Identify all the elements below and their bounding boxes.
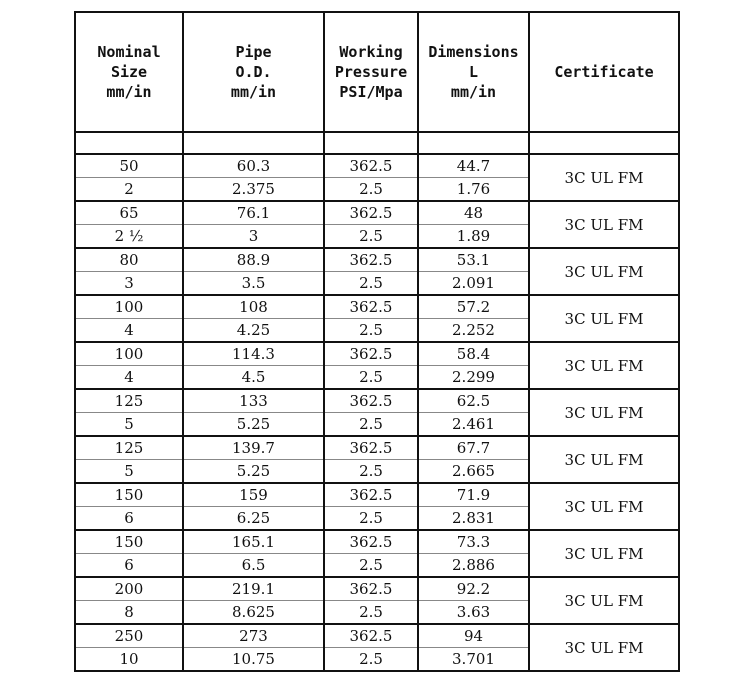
table-row bbox=[75, 624, 679, 648]
certificate-cell: 3C UL FM bbox=[529, 295, 679, 342]
certificate-cell: 3C UL FM bbox=[529, 342, 679, 389]
dimension-l-metric-cell: 53.1 bbox=[418, 248, 529, 272]
table-row bbox=[75, 436, 679, 460]
nominal-size-metric-cell: 125 bbox=[75, 436, 183, 460]
nominal-size-metric-cell: 150 bbox=[75, 483, 183, 507]
nominal-size-metric-cell: 200 bbox=[75, 577, 183, 601]
pipe-od-imperial-cell: 8.625 bbox=[183, 601, 324, 625]
working-pressure-metric-cell: 362.5 bbox=[324, 295, 418, 319]
nominal-size-imperial-cell: 3 bbox=[75, 272, 183, 296]
nominal-size-imperial-cell: 6 bbox=[75, 507, 183, 531]
dimension-l-metric-cell: 67.7 bbox=[418, 436, 529, 460]
header-nominal-size: Nominal Size mm/in bbox=[75, 12, 183, 132]
dimension-l-imperial-cell: 2.299 bbox=[418, 366, 529, 390]
certificate-cell: 3C UL FM bbox=[529, 201, 679, 248]
certificate-cell: 3C UL FM bbox=[529, 483, 679, 530]
certificate-cell: 3C UL FM bbox=[529, 577, 679, 624]
working-pressure-metric-cell: 362.5 bbox=[324, 624, 418, 648]
certificate-cell: 3C UL FM bbox=[529, 436, 679, 483]
pipe-od-imperial-cell: 6.5 bbox=[183, 554, 324, 578]
working-pressure-imperial-cell: 2.5 bbox=[324, 413, 418, 437]
header-working-pressure: Working Pressure PSI/Mpa bbox=[324, 12, 418, 132]
working-pressure-imperial-cell: 2.5 bbox=[324, 554, 418, 578]
table-row bbox=[75, 342, 679, 366]
dimension-l-metric-cell: 58.4 bbox=[418, 342, 529, 366]
working-pressure-metric-cell: 362.5 bbox=[324, 248, 418, 272]
nominal-size-imperial-cell: 2 bbox=[75, 178, 183, 202]
dimension-l-metric-cell: 57.2 bbox=[418, 295, 529, 319]
working-pressure-metric-cell: 362.5 bbox=[324, 389, 418, 413]
nominal-size-metric-cell: 100 bbox=[75, 295, 183, 319]
dimension-l-imperial-cell: 2.665 bbox=[418, 460, 529, 484]
nominal-size-imperial-cell: 4 bbox=[75, 319, 183, 343]
working-pressure-imperial-cell: 2.5 bbox=[324, 319, 418, 343]
header-row bbox=[75, 12, 679, 132]
nominal-size-imperial-cell: 2 ½ bbox=[75, 225, 183, 249]
pipe-od-metric-cell: 114.3 bbox=[183, 342, 324, 366]
pipe-od-metric-cell: 165.1 bbox=[183, 530, 324, 554]
table-row bbox=[75, 201, 679, 225]
nominal-size-imperial-cell: 5 bbox=[75, 460, 183, 484]
table-row bbox=[75, 154, 679, 178]
pipe-specification-table bbox=[74, 11, 680, 672]
nominal-size-metric-cell: 125 bbox=[75, 389, 183, 413]
dimension-l-metric-cell: 73.3 bbox=[418, 530, 529, 554]
nominal-size-imperial-cell: 8 bbox=[75, 601, 183, 625]
certificate-cell: 3C UL FM bbox=[529, 624, 679, 671]
working-pressure-imperial-cell: 2.5 bbox=[324, 178, 418, 202]
nominal-size-imperial-cell: 5 bbox=[75, 413, 183, 437]
working-pressure-metric-cell: 362.5 bbox=[324, 342, 418, 366]
certificate-cell: 3C UL FM bbox=[529, 248, 679, 295]
nominal-size-metric-cell: 50 bbox=[75, 154, 183, 178]
working-pressure-imperial-cell: 2.5 bbox=[324, 225, 418, 249]
pipe-od-metric-cell: 133 bbox=[183, 389, 324, 413]
spacer-row bbox=[75, 132, 679, 154]
nominal-size-imperial-cell: 4 bbox=[75, 366, 183, 390]
table-row bbox=[75, 295, 679, 319]
dimension-l-imperial-cell: 2.831 bbox=[418, 507, 529, 531]
pipe-od-metric-cell: 108 bbox=[183, 295, 324, 319]
pipe-od-imperial-cell: 3.5 bbox=[183, 272, 324, 296]
dimension-l-imperial-cell: 2.461 bbox=[418, 413, 529, 437]
working-pressure-imperial-cell: 2.5 bbox=[324, 601, 418, 625]
working-pressure-imperial-cell: 2.5 bbox=[324, 366, 418, 390]
pipe-od-metric-cell: 159 bbox=[183, 483, 324, 507]
dimension-l-imperial-cell: 3.701 bbox=[418, 648, 529, 672]
dimension-l-metric-cell: 44.7 bbox=[418, 154, 529, 178]
dimension-l-imperial-cell: 2.886 bbox=[418, 554, 529, 578]
dimension-l-imperial-cell: 1.89 bbox=[418, 225, 529, 249]
working-pressure-imperial-cell: 2.5 bbox=[324, 272, 418, 296]
working-pressure-imperial-cell: 2.5 bbox=[324, 648, 418, 672]
nominal-size-metric-cell: 65 bbox=[75, 201, 183, 225]
header-certificate: Certificate bbox=[529, 12, 679, 132]
pipe-od-imperial-cell: 6.25 bbox=[183, 507, 324, 531]
pipe-od-imperial-cell: 10.75 bbox=[183, 648, 324, 672]
nominal-size-imperial-cell: 10 bbox=[75, 648, 183, 672]
working-pressure-metric-cell: 362.5 bbox=[324, 201, 418, 225]
working-pressure-imperial-cell: 2.5 bbox=[324, 460, 418, 484]
table-row bbox=[75, 389, 679, 413]
pipe-od-imperial-cell: 5.25 bbox=[183, 460, 324, 484]
table-row bbox=[75, 530, 679, 554]
working-pressure-metric-cell: 362.5 bbox=[324, 483, 418, 507]
nominal-size-metric-cell: 150 bbox=[75, 530, 183, 554]
dimension-l-imperial-cell: 3.63 bbox=[418, 601, 529, 625]
nominal-size-metric-cell: 250 bbox=[75, 624, 183, 648]
working-pressure-metric-cell: 362.5 bbox=[324, 436, 418, 460]
nominal-size-metric-cell: 80 bbox=[75, 248, 183, 272]
dimension-l-metric-cell: 94 bbox=[418, 624, 529, 648]
pipe-od-metric-cell: 76.1 bbox=[183, 201, 324, 225]
pipe-od-imperial-cell: 2.375 bbox=[183, 178, 324, 202]
dimension-l-metric-cell: 71.9 bbox=[418, 483, 529, 507]
table-row bbox=[75, 248, 679, 272]
header-dimensions: Dimensions L mm/in bbox=[418, 12, 529, 132]
dimension-l-metric-cell: 62.5 bbox=[418, 389, 529, 413]
pipe-od-metric-cell: 273 bbox=[183, 624, 324, 648]
pipe-od-imperial-cell: 3 bbox=[183, 225, 324, 249]
dimension-l-metric-cell: 92.2 bbox=[418, 577, 529, 601]
pipe-od-metric-cell: 139.7 bbox=[183, 436, 324, 460]
pipe-od-metric-cell: 88.9 bbox=[183, 248, 324, 272]
pipe-od-metric-cell: 60.3 bbox=[183, 154, 324, 178]
working-pressure-metric-cell: 362.5 bbox=[324, 154, 418, 178]
dimension-l-imperial-cell: 1.76 bbox=[418, 178, 529, 202]
pipe-od-imperial-cell: 4.25 bbox=[183, 319, 324, 343]
dimension-l-imperial-cell: 2.252 bbox=[418, 319, 529, 343]
dimension-l-imperial-cell: 2.091 bbox=[418, 272, 529, 296]
nominal-size-metric-cell: 100 bbox=[75, 342, 183, 366]
working-pressure-metric-cell: 362.5 bbox=[324, 577, 418, 601]
certificate-cell: 3C UL FM bbox=[529, 530, 679, 577]
pipe-od-imperial-cell: 4.5 bbox=[183, 366, 324, 390]
pipe-od-metric-cell: 219.1 bbox=[183, 577, 324, 601]
nominal-size-imperial-cell: 6 bbox=[75, 554, 183, 578]
working-pressure-imperial-cell: 2.5 bbox=[324, 507, 418, 531]
certificate-cell: 3C UL FM bbox=[529, 154, 679, 201]
working-pressure-metric-cell: 362.5 bbox=[324, 530, 418, 554]
certificate-cell: 3C UL FM bbox=[529, 389, 679, 436]
table-row bbox=[75, 577, 679, 601]
pipe-od-imperial-cell: 5.25 bbox=[183, 413, 324, 437]
dimension-l-metric-cell: 48 bbox=[418, 201, 529, 225]
header-pipe-od: Pipe O.D. mm/in bbox=[183, 12, 324, 132]
table-row bbox=[75, 483, 679, 507]
